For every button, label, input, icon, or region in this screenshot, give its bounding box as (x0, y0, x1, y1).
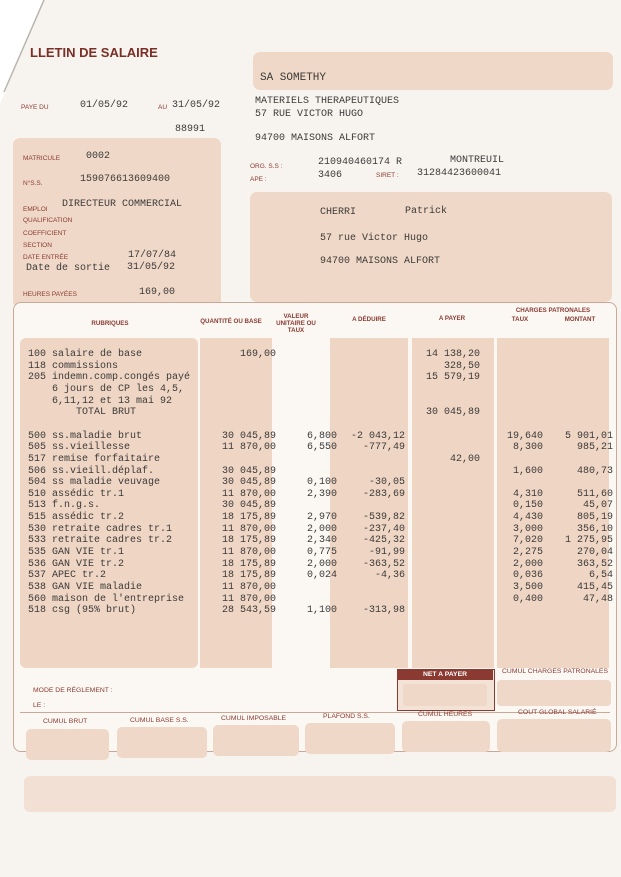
org-ss-city: MONTREUIL (450, 155, 505, 166)
cell-deduire: -2 043,12 (350, 430, 405, 442)
cell-quantite: 11 870,00 (221, 488, 276, 500)
siret-number: 31284423600041 (417, 168, 502, 179)
cell-deduire: -425,32 (362, 535, 405, 547)
cell-quantite: 18 175,89 (221, 512, 276, 524)
cell-taux: 0,150 (512, 500, 543, 512)
cell-payer: 30 045,89 (425, 407, 480, 419)
cell-quantite: 30 045,89 (221, 430, 276, 442)
cell-valeur: 2,340 (306, 535, 337, 547)
employer-line3: 94700 MAISONS ALFORT (255, 133, 376, 144)
cell-rubrique: 517 remise forfaitaire (28, 453, 161, 465)
cell-deduire: -313,98 (362, 605, 405, 617)
header-quantite: QUANTITÉ OU BASE (200, 318, 262, 325)
header-montant: MONTANT (564, 316, 596, 323)
cumul-imposable-box (213, 725, 299, 756)
cell-taux: 0,400 (512, 593, 543, 605)
cumul-heures-label: CUMUL HEURES (418, 711, 473, 718)
cell-montant: 511,60 (576, 488, 613, 500)
header-charges: CHARGES PATRONALES (515, 307, 591, 314)
mode-reglement-label: MODE DE RÉGLEMENT : (33, 687, 113, 694)
document-title: LLETIN DE SALAIRE (30, 45, 158, 60)
cell-taux: 1,600 (512, 465, 543, 477)
ape-label: APE : (250, 176, 267, 183)
date-entree: 17/07/84 (128, 250, 177, 261)
cell-taux: 2,000 (512, 558, 543, 570)
org-ss-number: 210940460174 R (318, 157, 403, 168)
coefficient-label: COEFFICIENT (23, 230, 67, 237)
cell-taux: 4,310 (512, 488, 543, 500)
cell-quantite: 18 175,89 (221, 535, 276, 547)
cell-deduire: -283,69 (362, 488, 405, 500)
recipient-firstname: Patrick (405, 206, 448, 217)
cell-rubrique: 533 retraite cadres tr.2 (28, 535, 173, 547)
cell-montant: 480,73 (576, 465, 613, 477)
col-payer-bg (412, 338, 494, 668)
cumul-base-label: CUMUL BASE S.S. (130, 717, 189, 724)
cumul-base-box (117, 727, 207, 758)
cell-taux: 0,036 (512, 570, 543, 582)
employer-name: SA SOMETHY (260, 72, 327, 84)
matricule: 0002 (86, 151, 111, 162)
cell-rubrique: 500 ss.maladie brut (28, 430, 143, 442)
cell-rubrique: 535 GAN VIE tr.1 (28, 547, 125, 559)
heures-payees: 169,00 (139, 287, 176, 298)
cell-rubrique: TOTAL BRUT (28, 407, 137, 419)
emploi-label: EMPLOI (23, 206, 48, 213)
cell-rubrique: 518 csg (95% brut) (28, 605, 137, 617)
cell-montant: 270,04 (576, 547, 613, 559)
col-deduire-bg (330, 338, 408, 668)
cell-quantite: 11 870,00 (221, 547, 276, 559)
date-sortie: 31/05/92 (127, 262, 176, 273)
cell-rubrique: 515 assédic tr.2 (28, 512, 125, 524)
period-to: 31/05/92 (172, 100, 221, 111)
cumul-charges-label: CUMUL CHARGES PATRONALES (502, 668, 608, 675)
recipient-line2: 94700 MAISONS ALFORT (320, 256, 441, 267)
period-from: 01/05/92 (80, 100, 129, 111)
ape-code: 3406 (318, 170, 343, 181)
cell-valeur: 0,775 (306, 547, 337, 559)
cell-rubrique: 100 salaire de base (28, 349, 143, 360)
cell-montant: 1 275,95 (564, 535, 613, 547)
cell-quantite: 30 045,89 (221, 465, 276, 477)
cell-valeur: 6,550 (306, 442, 337, 454)
cell-taux: 3,000 (512, 523, 543, 535)
cell-payer: 42,00 (449, 453, 480, 465)
recipient-name: CHERRI (320, 207, 357, 218)
section-label: SECTION (23, 242, 52, 249)
date-entree-label: DATE ENTRÉE (23, 254, 69, 261)
cell-payer: 15 579,19 (425, 372, 480, 384)
cell-taux: 19,640 (506, 430, 543, 442)
cell-rubrique: 506 ss.vieill.déplaf. (28, 465, 155, 477)
header-rubriques: RUBRIQUES (91, 320, 129, 327)
bottom-band (24, 776, 616, 812)
cell-rubrique: 537 APEC tr.2 (28, 570, 107, 582)
le-label: LE : (33, 702, 46, 709)
period-to-label: AU (158, 104, 168, 111)
org-ss-label: ORG. S.S : (250, 163, 283, 170)
cell-valeur: 2,390 (306, 488, 337, 500)
header-taux: TAUX (511, 316, 529, 323)
cell-rubrique: 560 maison de l'entreprise (28, 593, 185, 605)
cell-montant: 47,48 (582, 593, 613, 605)
period-from-label: PAYE DU (21, 104, 49, 111)
cell-deduire: -539,82 (362, 512, 405, 524)
cell-quantite: 11 870,00 (221, 442, 276, 454)
matricule-label: MATRICULE (23, 155, 61, 162)
cell-quantite: 30 045,89 (221, 500, 276, 512)
cell-deduire: -777,49 (362, 442, 405, 454)
qualification-label: QUALIFICATION (23, 217, 73, 224)
cell-montant: 985,21 (576, 442, 613, 454)
cell-taux: 7,020 (512, 535, 543, 547)
cell-quantite: 18 175,89 (221, 570, 276, 582)
cumul-imposable-label: CUMUL IMPOSABLE (221, 715, 287, 722)
cell-valeur: 2,000 (306, 558, 337, 570)
cell-montant: 6,54 (588, 570, 613, 582)
cell-taux: 8,300 (512, 442, 543, 454)
cell-rubrique: 538 GAN VIE maladie (28, 582, 143, 593)
cell-rubrique: 504 ss maladie veuvage (28, 477, 161, 489)
cumul-brut-label: CUMUL BRUT (43, 718, 88, 725)
cell-quantite: 169,00 (239, 349, 276, 360)
heures-label: HEURES PAYÉES (23, 291, 77, 298)
cell-quantite: 18 175,89 (221, 558, 276, 570)
cell-rubrique: 205 indemn.comp.congés payé (28, 372, 191, 384)
cell-deduire: -237,40 (362, 523, 405, 535)
cell-montant: 45,07 (582, 500, 613, 512)
cell-montant: 415,45 (576, 582, 613, 593)
cell-valeur: 0,100 (306, 477, 337, 489)
cell-deduire: -30,05 (368, 477, 405, 489)
cell-quantite: 30 045,89 (221, 477, 276, 489)
cout-global-label: COUT GLOBAL SALARIÉ (518, 709, 597, 716)
recipient-line1: 57 rue Victor Hugo (320, 233, 429, 244)
cell-quantite: 11 870,00 (221, 523, 276, 535)
employer-name-band (253, 52, 613, 90)
cell-montant: 5 901,01 (564, 430, 613, 442)
cell-taux: 4,430 (512, 512, 543, 524)
cumul-heures-box (402, 721, 490, 752)
cell-montant: 805,19 (576, 512, 613, 524)
header-valeur: VALEUR UNITAIRE OU TAUX (276, 313, 316, 334)
cell-rubrique: 536 GAN VIE tr.2 (28, 558, 125, 570)
cell-montant: 363,52 (576, 558, 613, 570)
cell-deduire: -363,52 (362, 558, 405, 570)
cell-rubrique: 510 assédic tr.1 (28, 488, 125, 500)
net-a-payer-label: NET A PAYER (397, 669, 493, 680)
cell-rubrique: 6,11,12 et 13 mai 92 (28, 395, 173, 407)
date-sortie-label: Date de sortie (26, 263, 111, 274)
cell-valeur: 6,800 (306, 430, 337, 442)
cell-rubrique: 513 f.n.g.s. (28, 500, 101, 512)
cell-taux: 2,275 (512, 547, 543, 559)
header-payer: A PAYER (438, 315, 466, 322)
cumul-brut-box (26, 729, 109, 760)
employer-line2: 57 RUE VICTOR HUGO (255, 109, 364, 120)
plafond-label: PLAFOND S.S. (323, 713, 370, 720)
siret-label: SIRET : (376, 172, 399, 179)
cell-quantite: 11 870,00 (221, 593, 276, 605)
cell-rubrique: 6 jours de CP les 4,5, (28, 383, 185, 395)
cell-payer: 14 138,20 (425, 349, 480, 360)
cell-valeur: 2,970 (306, 512, 337, 524)
cell-montant: 356,10 (576, 523, 613, 535)
cell-valeur: 0,024 (306, 570, 337, 582)
nss: 159076613609400 (80, 174, 171, 185)
emploi: DIRECTEUR COMMERCIAL (62, 199, 183, 210)
cell-deduire: -91,99 (368, 547, 405, 559)
employer-line1: MATERIELS THERAPEUTIQUES (255, 96, 400, 107)
plafond-box (305, 723, 395, 754)
cell-valeur: 1,100 (306, 605, 337, 617)
header-deduire: A DÉDUIRE (352, 316, 386, 323)
cell-rubrique: 530 retraite cadres tr.1 (28, 523, 173, 535)
cell-deduire: -4,36 (374, 570, 405, 582)
cell-rubrique: 118 commissions (28, 360, 119, 372)
period-ref: 88991 (175, 124, 206, 135)
cout-global-box (497, 719, 611, 752)
cell-quantite: 28 543,59 (221, 605, 276, 617)
cell-valeur: 2,000 (306, 523, 337, 535)
cell-payer: 328,50 (443, 360, 480, 372)
nss-label: N°S.S. (23, 180, 43, 187)
cell-taux: 3,500 (512, 582, 543, 593)
cumul-charges-box (497, 680, 611, 706)
cell-quantite: 11 870,00 (221, 582, 276, 593)
cell-rubrique: 505 ss.vieillesse (28, 442, 131, 454)
net-a-payer-value-bg (403, 684, 487, 706)
